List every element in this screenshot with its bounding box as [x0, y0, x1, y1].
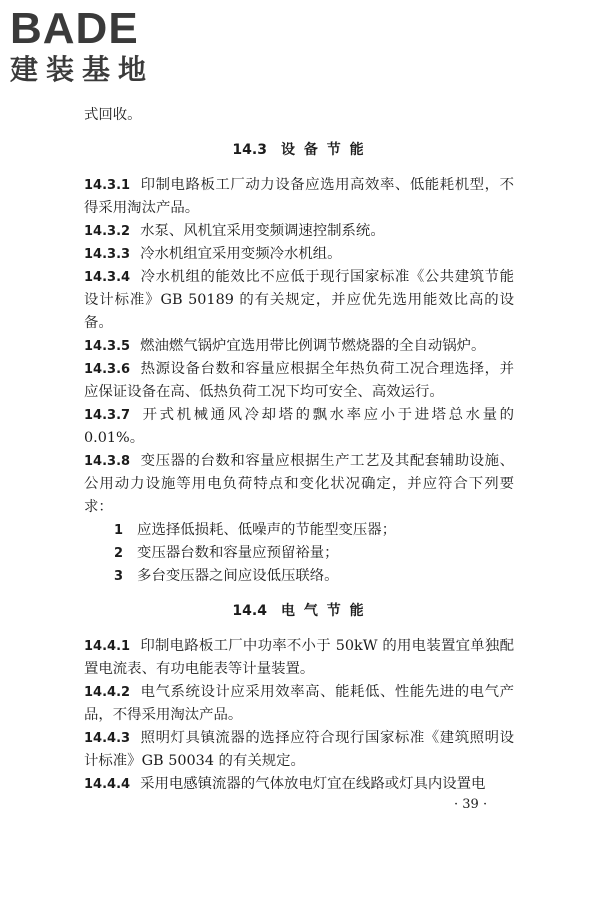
page-number: · 39 · [454, 797, 488, 812]
clause-14-4-2 [84, 681, 514, 727]
clause-14-3-2 [84, 220, 514, 243]
list-number: 2 [114, 546, 124, 561]
section-number: 14.3 [232, 142, 267, 158]
clause-text: 印制电路板工厂动力设备应选用高效率、低能耗机型，不得采用淘汰产品。 [84, 177, 514, 216]
list-text: 变压器台数和容量应预留裕量； [137, 545, 339, 561]
clause-text: 燃油燃气锅炉宜选用带比例调节燃烧器的全自动锅炉。 [140, 338, 486, 354]
section-heading-14-3 [84, 139, 514, 162]
clause-text: 照明灯具镇流器的选择应符合现行国家标准《建筑照明设计标准》GB 50034 的有关规定。 [84, 730, 514, 769]
clause-14-3-6 [84, 358, 514, 404]
list-text: 多台变压器之间应设低压联络。 [137, 568, 339, 584]
clause-number: 14.3.3 [84, 247, 131, 262]
clause-number: 14.3.6 [84, 362, 131, 377]
clause-number: 14.4.3 [84, 731, 131, 746]
clause-number: 14.3.8 [84, 454, 131, 469]
clause-number: 14.3.1 [84, 178, 131, 193]
clause-text: 冷水机组的能效比不应低于现行国家标准《公共建筑节能设计标准》GB 50189 的有关规定，并应优先选用能效比高的设备。 [84, 269, 514, 331]
clause-text: 印制电路板工厂中功率不小于 50kW 的用电装置宜单独配置电流表、有功电能表等计量装置。 [84, 638, 514, 677]
clause-14-3-1 [84, 174, 514, 220]
list-text: 应选择低损耗、低噪声的节能型变压器； [137, 522, 397, 538]
clause-text: 采用电感镇流器的气体放电灯宜在线路或灯具内设置电 [140, 776, 486, 792]
section-heading-14-4 [84, 600, 514, 623]
clause-number: 14.3.7 [84, 408, 131, 423]
clause-text: 冷水机组宜采用变频冷水机组。 [140, 246, 342, 262]
list-item-2 [84, 542, 514, 565]
clause-text: 水泵、风机宜采用变频调速控制系统。 [140, 223, 385, 239]
clause-14-3-8 [84, 450, 514, 519]
section-title: 设 备 节 能 [280, 142, 366, 158]
bade-logo [10, 6, 180, 86]
document-body [84, 104, 514, 796]
clause-14-4-3 [84, 727, 514, 773]
clause-text: 电气系统设计应采用效率高、能耗低、性能先进的电气产品，不得采用淘汰产品。 [84, 684, 514, 723]
section-title: 电 气 节 能 [280, 603, 366, 619]
clause-number: 14.4.4 [84, 777, 131, 792]
clause-number: 14.3.5 [84, 339, 131, 354]
clause-text: 开式机械通风冷却塔的飘水率应小于进塔总水量的 0.01%。 [84, 407, 514, 446]
list-item-3 [84, 565, 514, 588]
list-number: 1 [114, 523, 124, 538]
logo-brand: BADE [10, 4, 139, 53]
logo-subtitle: 建装基地 [10, 53, 155, 86]
clause-text: 热源设备台数和容量应根据全年热负荷工况合理选择，并应保证设备在高、低热负荷工况下均可安全、高效运行。 [84, 361, 514, 400]
continuation-text: 式回收。 [84, 107, 142, 123]
clause-14-3-3 [84, 243, 514, 266]
clause-14-3-4 [84, 266, 514, 335]
section-number: 14.4 [232, 603, 267, 619]
clause-number: 14.3.4 [84, 270, 131, 285]
list-item-1 [84, 519, 514, 542]
clause-14-3-5 [84, 335, 514, 358]
clause-14-4-1 [84, 635, 514, 681]
clause-text: 变压器的台数和容量应根据生产工艺及其配套辅助设施、公用动力设施等用电负荷特点和变化状况确定，并应符合下列要求： [84, 453, 514, 515]
clause-14-3-7 [84, 404, 514, 450]
list-number: 3 [114, 569, 124, 584]
clause-number: 14.4.1 [84, 639, 131, 654]
clause-number: 14.4.2 [84, 685, 131, 700]
clause-14-4-4 [84, 773, 514, 796]
clause-number: 14.3.2 [84, 224, 131, 239]
